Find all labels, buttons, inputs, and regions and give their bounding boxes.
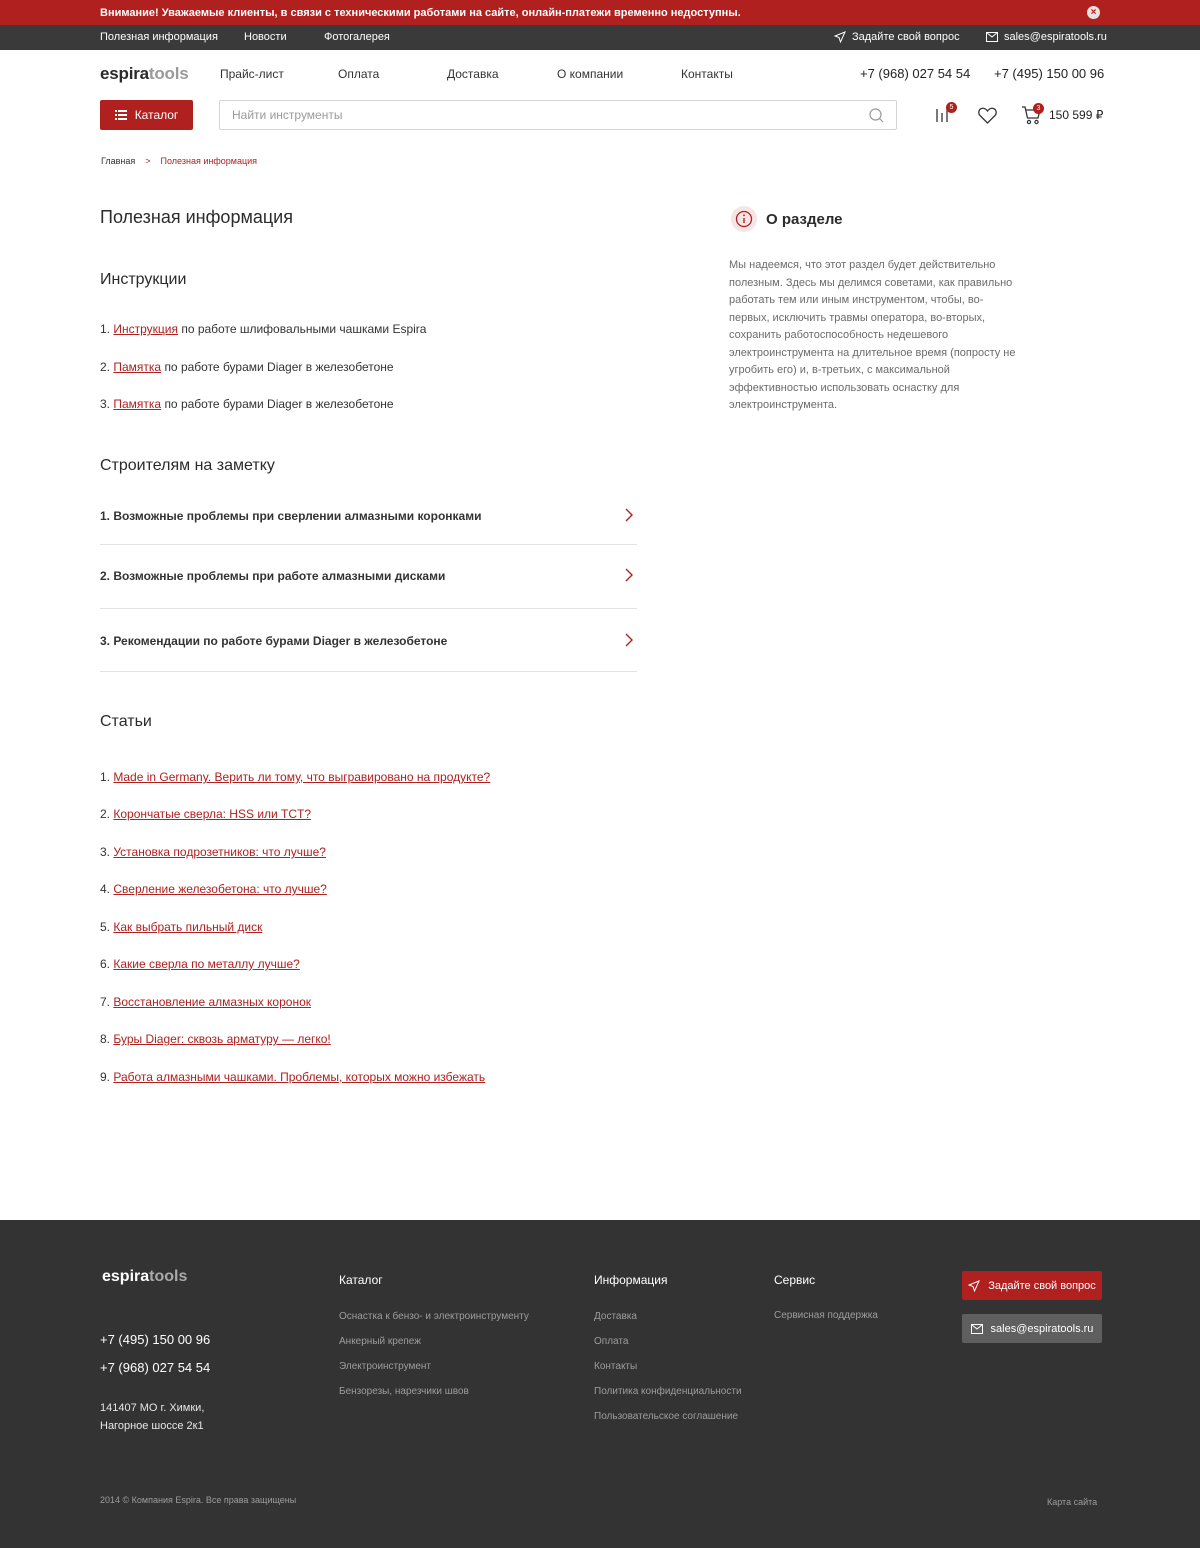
- footer: [0, 1220, 1200, 1548]
- instruction-link[interactable]: Инструкция: [113, 322, 178, 336]
- article-number: 4.: [100, 882, 111, 896]
- tip-label: 1. Возможные проблемы при сверлении алмазными коронками: [100, 509, 482, 523]
- article-link[interactable]: Установка подрозетников: что лучше?: [113, 845, 326, 859]
- footer-ask-button[interactable]: [962, 1271, 1102, 1300]
- tip-item[interactable]: [100, 488, 637, 545]
- article-number: 1.: [100, 770, 111, 784]
- email-link[interactable]: [986, 31, 1107, 43]
- article-item: [100, 845, 326, 859]
- catalog-label: Каталог: [134, 108, 179, 122]
- footer-info-link[interactable]: Оплата: [594, 1336, 629, 1347]
- article-link[interactable]: Восстановление алмазных коронок: [113, 995, 311, 1009]
- logo-part2: tools: [148, 64, 189, 83]
- article-item: [100, 920, 262, 934]
- breadcrumb-separator: >: [145, 156, 151, 166]
- article-item: [100, 957, 300, 971]
- footer-catalog-link[interactable]: Бензорезы, нарезчики швов: [339, 1386, 469, 1397]
- cart-button[interactable]: [1021, 106, 1041, 130]
- instruction-text: по работе бурами Diager в железобетоне: [164, 360, 394, 374]
- article-item: [100, 770, 490, 784]
- copyright: 2014 © Компания Espira. Все права защищены: [100, 1495, 297, 1505]
- topnav-item-useful-info[interactable]: Полезная информация: [100, 31, 218, 43]
- article-link[interactable]: Made in Germany. Верить ли тому, что выгравировано на продукте?: [113, 770, 491, 784]
- chevron-right-icon: [625, 508, 633, 522]
- article-number: 9.: [100, 1070, 111, 1084]
- footer-address: [100, 1399, 204, 1435]
- footer-catalog-link[interactable]: Анкерный крепеж: [339, 1336, 421, 1347]
- footer-phone-2[interactable]: +7 (968) 027 54 54: [100, 1360, 211, 1375]
- footer-info-link[interactable]: Политика конфиденциальности: [594, 1386, 742, 1397]
- mail-icon: [986, 32, 998, 42]
- tips-title: Строителям на заметку: [100, 457, 275, 474]
- about-text: Мы надеемся, что этот раздел будет действительно полезным. Здесь мы делимся советами, как правильно работать тем или иным инструментом, чтобы, во-первых, исключить травмы оператора, во-вторых, сохранить работоспособность недешевого электроинструмента на длительное время (попросту не угробить его) и, в-третьих, с максимальной эффективностью использовать оснастку для электроинструмента.: [729, 259, 1016, 411]
- header-phone-1[interactable]: +7 (968) 027 54 54: [860, 66, 971, 81]
- mail-icon: [971, 1324, 983, 1334]
- logo[interactable]: [100, 64, 189, 84]
- instruction-item: [100, 322, 426, 336]
- nav-delivery[interactable]: Доставка: [447, 67, 499, 81]
- compare-button[interactable]: [935, 105, 953, 128]
- instruction-text: по работе шлифовальными чашками Espira: [181, 322, 427, 336]
- ask-question-link[interactable]: [834, 31, 960, 43]
- footer-catalog-title: Каталог: [339, 1273, 383, 1287]
- article-item: [100, 995, 311, 1009]
- instruction-link[interactable]: Памятка: [113, 397, 162, 411]
- alert-bar: [0, 0, 1200, 25]
- footer-logo-part2: tools: [149, 1268, 188, 1285]
- address-line-2: Нагорное шоссе 2к1: [100, 1420, 204, 1432]
- favorites-button[interactable]: [978, 107, 997, 129]
- chevron-right-icon: [625, 568, 633, 582]
- topnav-item-gallery[interactable]: Фотогалерея: [324, 31, 390, 43]
- article-link[interactable]: Корончатые сверла: HSS или TCT?: [113, 807, 312, 821]
- instruction-number: 1.: [100, 322, 111, 336]
- catalog-button[interactable]: [100, 100, 193, 130]
- footer-info-link[interactable]: Контакты: [594, 1361, 638, 1372]
- instruction-number: 2.: [100, 360, 111, 374]
- article-number: 2.: [100, 807, 111, 821]
- search-bar: [219, 100, 897, 130]
- article-link[interactable]: Буры Diager: сквозь арматуру — легко!: [113, 1032, 331, 1046]
- send-icon: [834, 31, 846, 43]
- article-number: 8.: [100, 1032, 111, 1046]
- footer-logo-part1: espira: [102, 1268, 150, 1285]
- search-input[interactable]: [232, 108, 832, 122]
- tip-item[interactable]: [100, 609, 637, 672]
- instruction-item: [100, 360, 394, 374]
- address-line-1: 141407 МО г. Химки,: [100, 1402, 205, 1414]
- article-link[interactable]: Сверление железобетона: что лучше?: [113, 882, 327, 896]
- tip-item[interactable]: [100, 545, 637, 609]
- topnav-item-news[interactable]: Новости: [244, 31, 287, 43]
- info-icon: [731, 206, 757, 232]
- article-number: 5.: [100, 920, 111, 934]
- tip-label: 3. Рекомендации по работе бурами Diager в железобетоне: [100, 634, 448, 648]
- footer-email-label: sales@espiratools.ru: [990, 1322, 1094, 1335]
- footer-info-title: Информация: [594, 1273, 668, 1287]
- article-item: [100, 882, 327, 896]
- footer-info-link[interactable]: Доставка: [594, 1311, 637, 1322]
- instruction-item: [100, 397, 394, 411]
- footer-phone-1[interactable]: +7 (495) 150 00 96: [100, 1332, 211, 1347]
- sitemap-link[interactable]: Карта сайта: [1047, 1497, 1098, 1507]
- breadcrumb-current: Полезная информация: [160, 156, 258, 166]
- page-title: Полезная информация: [100, 207, 293, 227]
- footer-ask-label: Задайте свой вопрос: [988, 1279, 1096, 1292]
- chevron-right-icon: [625, 633, 633, 647]
- article-number: 6.: [100, 957, 111, 971]
- instructions-title: Инструкции: [100, 271, 187, 288]
- top-nav: [0, 25, 1200, 50]
- tip-label: 2. Возможные проблемы при работе алмазными дисками: [100, 569, 446, 583]
- instruction-link[interactable]: Памятка: [113, 360, 162, 374]
- article-item: [100, 1032, 331, 1046]
- footer-service-link[interactable]: Сервисная поддержка: [774, 1310, 878, 1321]
- tips-list: [100, 488, 637, 672]
- about-title: О разделе: [766, 211, 843, 228]
- article-item: [100, 1070, 485, 1084]
- footer-catalog-link[interactable]: Электроинструмент: [339, 1361, 432, 1372]
- breadcrumb: [101, 156, 257, 166]
- nav-contacts[interactable]: Контакты: [681, 67, 733, 81]
- logo-part1: espira: [100, 64, 149, 83]
- footer-catalog-link[interactable]: Оснастка к бензо- и электроинструменту: [339, 1311, 529, 1322]
- nav-payment[interactable]: Оплата: [338, 67, 380, 81]
- footer-info-link[interactable]: Пользовательское соглашение: [594, 1411, 739, 1422]
- article-number: 3.: [100, 845, 111, 859]
- cart-total[interactable]: 150 599 ₽: [1049, 108, 1104, 122]
- cart-badge: 3: [1033, 103, 1044, 114]
- instruction-text: по работе бурами Diager в железобетоне: [164, 397, 394, 411]
- email-label: sales@espiratools.ru: [1004, 31, 1107, 43]
- article-link[interactable]: Как выбрать пильный диск: [113, 920, 263, 934]
- article-link[interactable]: Какие сверла по металлу лучше?: [113, 957, 300, 971]
- compare-badge: 5: [946, 102, 957, 113]
- nav-price-list[interactable]: Прайс-лист: [220, 67, 284, 81]
- alert-text: Внимание! Уважаемые клиенты, в связи с техническими работами на сайте, онлайн-платежи временно недоступны.: [100, 7, 741, 19]
- footer-service-title: Сервис: [774, 1273, 816, 1287]
- menu-icon: [115, 110, 127, 120]
- search-icon[interactable]: [869, 108, 884, 123]
- breadcrumb-home[interactable]: Главная: [101, 156, 136, 166]
- nav-about[interactable]: О компании: [557, 67, 624, 81]
- send-icon: [968, 1280, 980, 1292]
- articles-title: Статьи: [100, 713, 152, 730]
- header-phone-2[interactable]: +7 (495) 150 00 96: [994, 66, 1105, 81]
- ask-question-label: Задайте свой вопрос: [852, 31, 960, 43]
- footer-logo[interactable]: [102, 1268, 187, 1286]
- article-link[interactable]: Работа алмазными чашками. Проблемы, которых можно избежать: [113, 1070, 486, 1084]
- footer-email-button[interactable]: [962, 1314, 1102, 1343]
- article-item: [100, 807, 311, 821]
- close-icon[interactable]: ×: [1087, 6, 1100, 19]
- article-number: 7.: [100, 995, 111, 1009]
- heart-icon: [978, 107, 997, 124]
- instruction-number: 3.: [100, 397, 111, 411]
